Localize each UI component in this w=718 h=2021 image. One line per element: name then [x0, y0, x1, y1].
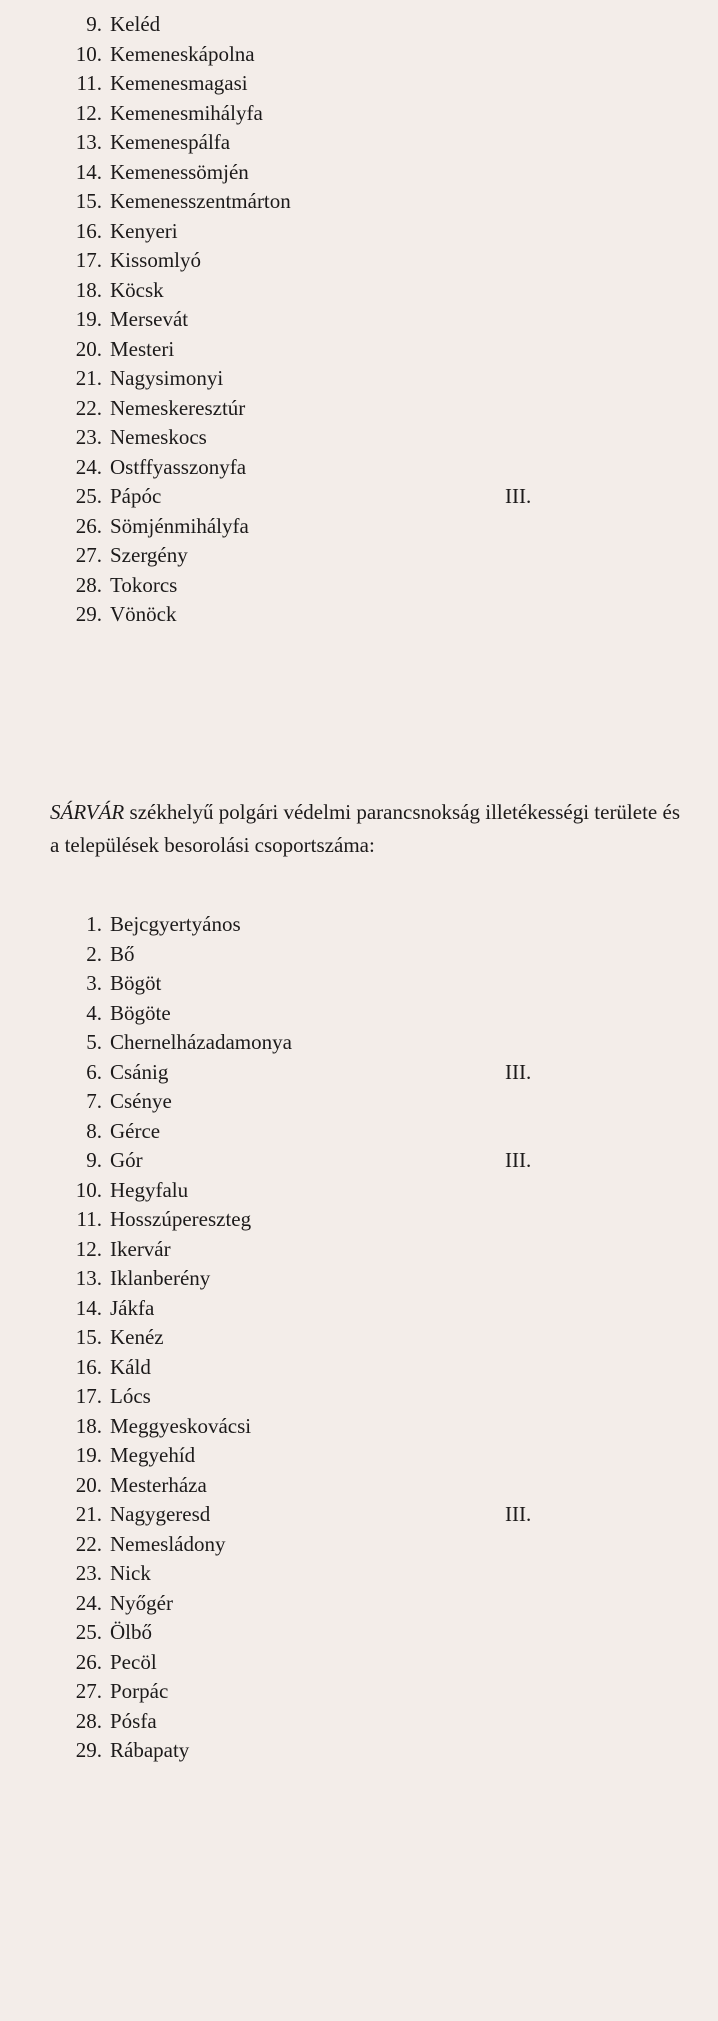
settlement-name: Jákfa [110, 1295, 155, 1320]
settlement-name: Kemenesszentmárton [110, 189, 291, 213]
settlement-name: Gérce [110, 1118, 161, 1143]
settlement-name: Ikervár [110, 1236, 171, 1261]
item-number: 14. [75, 159, 102, 184]
settlement-name: Kemeneskápolna [110, 41, 255, 66]
list-item [62, 1176, 292, 1206]
item-number: 17. [75, 1384, 102, 1408]
item-number: 26. [75, 1649, 102, 1674]
item-number: 28. [75, 572, 102, 597]
item-number: 11. [76, 71, 102, 95]
settlement-name: Tokorcs [110, 572, 178, 597]
item-number: 15. [75, 189, 102, 213]
list-item [62, 541, 291, 571]
list-item [62, 364, 291, 394]
intro-text: székhelyű polgári védelmi parancsnokság illetékességi területe és a települések besorolási csoportszáma: [50, 800, 680, 857]
item-number: 25. [75, 1620, 102, 1644]
item-number: 9. [86, 1148, 102, 1172]
item-number: 21. [75, 366, 102, 390]
settlement-name: Nemeskeresztúr [110, 395, 246, 420]
item-number: 22. [75, 1531, 102, 1556]
settlement-name: Szergény [110, 543, 188, 567]
list-item [62, 1353, 292, 1383]
item-number: 26. [75, 513, 102, 538]
list-item [62, 128, 291, 158]
list-item [62, 1294, 292, 1324]
item-number: 23. [75, 1561, 102, 1585]
settlement-name: Csénye [110, 1089, 172, 1113]
item-number: 13. [75, 130, 102, 154]
item-number: 10. [75, 1177, 102, 1202]
settlement-name: Sömjénmihályfa [110, 513, 249, 538]
list-item [62, 453, 291, 483]
list-item [62, 1736, 292, 1766]
settlement-name: Gór [110, 1148, 143, 1172]
item-number: 29. [75, 602, 102, 626]
list-item [62, 1412, 292, 1442]
item-number: 20. [75, 336, 102, 361]
group-number: III. [505, 1059, 532, 1084]
settlement-name: Kemenespálfa [110, 130, 231, 154]
item-number: 16. [75, 218, 102, 243]
list-item [62, 1471, 292, 1501]
settlement-name: Kenyeri [110, 218, 178, 243]
item-number: 18. [75, 1413, 102, 1438]
list-item [62, 910, 292, 940]
settlement-name: Csánig [110, 1059, 169, 1084]
list-item [62, 1648, 292, 1678]
list-item [62, 1500, 532, 1530]
list-item [62, 99, 291, 129]
list-item [62, 969, 292, 999]
list-item [62, 187, 291, 217]
item-number: 27. [75, 1679, 102, 1703]
settlement-list-1 [62, 10, 532, 630]
list-item [62, 571, 291, 601]
list-item [62, 40, 291, 70]
list-item [62, 1589, 292, 1619]
settlement-name: Rábapaty [110, 1738, 190, 1762]
list-item [62, 482, 532, 512]
item-number: 11. [76, 1207, 102, 1231]
settlement-name: Bögöte [110, 1000, 171, 1025]
list-item [62, 1677, 292, 1707]
settlement-name: Hegyfalu [110, 1177, 189, 1202]
item-number: 18. [75, 277, 102, 302]
settlement-name: Kissomlyó [110, 248, 202, 272]
item-number: 10. [75, 41, 102, 66]
item-number: 3. [86, 971, 102, 995]
settlement-name: Nagygeresd [110, 1502, 211, 1526]
list-item [62, 158, 291, 188]
item-number: 27. [75, 543, 102, 567]
list-item [62, 512, 291, 542]
list-item [62, 1382, 292, 1412]
item-number: 23. [75, 425, 102, 449]
settlement-name: Iklanberény [110, 1266, 211, 1290]
item-number: 28. [75, 1708, 102, 1733]
settlement-name: Bögöt [110, 971, 162, 995]
settlement-name: Porpác [110, 1679, 169, 1703]
item-number: 1. [86, 912, 102, 936]
settlement-name: Hosszúpereszteg [110, 1207, 252, 1231]
settlement-name: Pecöl [110, 1649, 157, 1674]
settlement-name: Kemenesmihályfa [110, 100, 263, 125]
item-number: 12. [75, 100, 102, 125]
settlement-name: Káld [110, 1354, 151, 1379]
list-item [62, 1146, 532, 1176]
settlement-name: Keléd [110, 12, 161, 36]
item-number: 4. [86, 1000, 102, 1025]
settlement-list-2 [62, 910, 532, 1766]
list-item [62, 1707, 292, 1737]
list-item [62, 1058, 532, 1088]
item-number: 21. [75, 1502, 102, 1526]
list-item [62, 246, 291, 276]
item-number: 22. [75, 395, 102, 420]
item-number: 2. [86, 941, 102, 966]
item-number: 17. [75, 248, 102, 272]
settlement-name: Kemenessömjén [110, 159, 249, 184]
item-number: 29. [75, 1738, 102, 1762]
list-item [62, 1117, 292, 1147]
item-number: 15. [75, 1325, 102, 1349]
settlement-name: Lócs [110, 1384, 151, 1408]
settlement-name: Bejcgyertyános [110, 912, 241, 936]
settlement-name: Mesterháza [110, 1472, 207, 1497]
item-number: 20. [75, 1472, 102, 1497]
item-number: 16. [75, 1354, 102, 1379]
item-number: 8. [86, 1118, 102, 1143]
list-item [62, 1028, 292, 1058]
settlement-name: Pápóc [110, 484, 162, 508]
list-item [62, 335, 291, 365]
item-number: 14. [75, 1295, 102, 1320]
settlement-name: Köcsk [110, 277, 164, 302]
settlement-name: Nyőgér [110, 1590, 173, 1615]
settlement-name: Mesteri [110, 336, 175, 361]
list-item [62, 69, 291, 99]
group-number: III. [505, 1502, 532, 1526]
list-item [62, 1087, 292, 1117]
item-number: 25. [75, 484, 102, 508]
list-item [62, 1441, 292, 1471]
settlement-name: Nick [110, 1561, 151, 1585]
settlement-name: Chernelházadamonya [110, 1030, 292, 1054]
list-item [62, 1235, 292, 1265]
item-number: 9. [86, 12, 102, 36]
item-number: 19. [75, 1443, 102, 1467]
group-number: III. [505, 484, 532, 508]
list-item [62, 1530, 292, 1560]
settlement-name: Pósfa [110, 1708, 157, 1733]
settlement-name: Meggyeskovácsi [110, 1413, 252, 1438]
section-intro [50, 796, 680, 862]
settlement-name: Megyehíd [110, 1443, 196, 1467]
settlement-name: Bő [110, 941, 135, 966]
item-number: 13. [75, 1266, 102, 1290]
list-item [62, 423, 291, 453]
list-item [62, 1618, 292, 1648]
list-item [62, 600, 291, 630]
list-item [62, 1323, 292, 1353]
list-item [62, 305, 291, 335]
settlement-name: Ostffyasszonyfa [110, 454, 247, 479]
item-number: 19. [75, 307, 102, 331]
item-number: 5. [86, 1030, 102, 1054]
city-name: SÁRVÁR [50, 800, 125, 824]
list-item [62, 940, 292, 970]
item-number: 12. [75, 1236, 102, 1261]
list-item [62, 1205, 292, 1235]
settlement-name: Vönöck [110, 602, 177, 626]
list-item [62, 999, 292, 1029]
settlement-name: Ölbő [110, 1620, 152, 1644]
list-item [62, 217, 291, 247]
item-number: 6. [86, 1059, 102, 1084]
settlement-name: Kenéz [110, 1325, 164, 1349]
list-item [62, 1264, 292, 1294]
list-item [62, 276, 291, 306]
settlement-name: Nemesládony [110, 1531, 226, 1556]
group-number: III. [505, 1148, 532, 1172]
settlement-name: Mersevát [110, 307, 189, 331]
list-item [62, 1559, 292, 1589]
item-number: 7. [86, 1089, 102, 1113]
item-number: 24. [75, 454, 102, 479]
settlement-name: Kemenesmagasi [110, 71, 248, 95]
list-item [62, 10, 291, 40]
list-item [62, 394, 291, 424]
item-number: 24. [75, 1590, 102, 1615]
settlement-name: Nemeskocs [110, 425, 207, 449]
settlement-name: Nagysimonyi [110, 366, 224, 390]
